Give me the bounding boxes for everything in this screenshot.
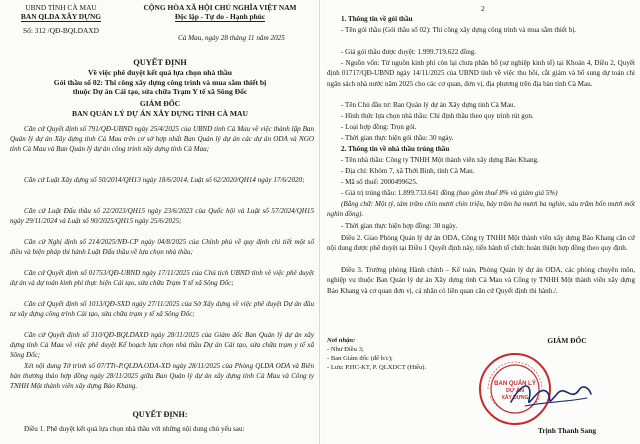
issuer-name: BAN QLDA XÂY DỰNG — [20, 12, 102, 21]
winning-price-note: (bao gồm thuế 8% và giảm giá 5%) — [454, 189, 558, 197]
package-item: - Hình thức lựa chọn nhà thầu: Chỉ định thầu theo quy trình rút gọn. — [341, 112, 534, 120]
svg-text:DỰ ÁN: DỰ ÁN — [505, 388, 525, 394]
contract-duration: - Thời gian thực hiện hợp đồng: 30 ngày. — [341, 222, 458, 230]
issuer-parent: UBND TỈNH CÀ MAU — [25, 3, 97, 12]
basis-paragraph: Căn cứ Quyết định số 1013/QĐ-SXD ngày 27/11/2025 của Sở Xây dựng về việc phê duyệt Dự án đầu tư xây dựng công trình Cải tạo, sửa chữa trạm y tế xã Sông Đốc; — [10, 300, 314, 319]
winning-price-label: - Giá trị trúng thầu: 1.899.733.641 đồng — [341, 189, 455, 197]
document-date: Cà Mau, ngày 28 tháng 11 năm 2025 — [178, 34, 285, 42]
issuer-block — [6, 3, 116, 35]
basis-paragraph: Căn cứ Quyết định số 01753/QĐ-UBND ngày 17/11/2025 của Chủ tịch UBND tỉnh về việc phê duyệt dự án và dự toán kinh phí thực hiện Cải tạo, sửa chữa Trạm Y tế xã Sông Đốc; — [10, 269, 314, 288]
signer-name: Trịnh Thanh Sang — [537, 426, 597, 435]
basis-paragraph: Căn cứ Quyết định số 791/QĐ-UBND ngày 25/4/2025 của UBND tỉnh Cà Mau về việc thành lập Ban Quản lý dự án Xây dựng tỉnh Cà Mau trên cơ sở hợp nhất Ban Quản lý dự án các dự án ODA và NGO tỉnh Cà Mau và Ban Quản lý dự án công trình xây dựng tỉnh Cà Mau; — [10, 125, 314, 154]
package-item: - Nguồn vốn: Từ nguồn kinh phí còn lại chưa phân bổ (sự nghiệp kinh tế) tại Khoản 4, Điều 2, Quyết định 01717/QĐ-UBND ngày 14/11/2025 của UBND tỉnh về việc thu hồi, cắt giảm và bổ sung dự toán chi ngân sách nhà nước năm 2025 cho các cơ quan, đơn vị, địa phương trên địa bàn tỉnh Cà Mau. — [327, 59, 635, 88]
country-name: CỘNG HÒA XÃ HỘI CHỦ NGHĨA VIỆT NAM — [143, 3, 297, 12]
document-subject-line-1: Về việc phê duyệt kết quả lựa chọn nhà thầu — [87, 68, 232, 77]
contractor-item: - Tên nhà thầu: Công ty TNHH Một thành viên xây dựng Bảo Khang. — [341, 156, 539, 164]
package-item: - Tên gói thầu (Gói thầu số 02): Thi công xây dựng công trình và mua sắm thiết bị. — [341, 26, 577, 34]
document-title: QUYẾT ĐỊNH — [133, 58, 187, 67]
issuer-title: GIÁM ĐỐC — [139, 99, 181, 108]
national-header — [122, 3, 318, 22]
basis-paragraph: Căn cứ Quyết định số 310/QĐ-BQLDAXD ngày 28/11/2025 của Giám đốc Ban Quản lý dự án xây dựng tỉnh Cà Mau về việc phê duyệt Kế hoạch lựa chọn nhà thầu Dự án Cải tạo, sửa chữa trạm y tế xã Sông Đốc; — [10, 331, 314, 360]
section-heading-package: 1. Thông tin về gói thầu — [341, 15, 413, 23]
basis-paragraph: Căn cứ Luật Đấu thầu số 22/2023/QH15 ngày 23/6/2023 của Quốc hội và Luật số 57/2024/QH15 ngày 29/11/2024 và Luật số 90/2025/QH15 ngày 25/6/2025; — [10, 207, 314, 226]
issuer-org: BAN QUẢN LÝ DỰ ÁN XÂY DỰNG TỈNH CÀ MAU — [72, 108, 248, 118]
article-2: Điều 2. Giao Phòng Quản lý dự án ODA, Công ty TNHH Một thành viên xây dựng Bảo Khang căn cứ nội dung được phê duyệt tại Điều 1 Quyết định này, tiến hành tổ chức hoàn thiện hợp đồng theo quy định. — [327, 234, 635, 253]
basis-paragraph: Căn cứ Nghị định số 214/2025/NĐ-CP ngày 04/8/2025 của Chính phủ về quy định chi tiết một số điều và biện pháp thi hành Luật Đấu thầu về lựa chọn nhà thầu; — [10, 238, 314, 257]
svg-text:XÂY DỰNG: XÂY DỰNG — [501, 395, 529, 401]
national-motto: Độc lập - Tự do - Hạnh phúc — [174, 12, 266, 21]
package-item: - Giá gói thầu được duyệt: 1.999.719.622 đồng. — [341, 48, 477, 56]
svg-text:BAN QUẢN LÝ: BAN QUẢN LÝ — [494, 381, 536, 387]
review-paragraph: Xét nội dung Tờ trình số 07/TTr-P.QLDA.ODA-XD ngày 28/11/2025 của Phòng QLDA ODA và Biên bản thương thảo hợp đồng ngày 28/11/2025 giữa Ban Quản lý dự án xây dựng tỉnh Cà Mau và Công ty TNHH Một thành viên xây dựng Bảo Khang. — [10, 362, 314, 391]
recipients-title: Nơi nhận: — [327, 337, 356, 344]
handwritten-signature — [505, 372, 595, 417]
contractor-item: - Địa chỉ: Khóm 7, xã Thới Bình, tỉnh Cà Mau. — [341, 167, 475, 175]
page-number: 2 — [481, 4, 485, 13]
package-item: - Tên Chủ đầu tư: Ban Quản lý dự án Xây dựng tỉnh Cà Mau. — [341, 101, 516, 109]
document-number: Số: 312 /QĐ-BQLDAXD — [23, 26, 99, 35]
recipient-item: - Ban Giám đốc (để b/c); — [327, 355, 393, 362]
article-3: Điều 3. Trưởng phòng Hành chính – Kế toán, Phòng Quản lý dự án ODA, các phòng chuyên môn, nghiệp vụ thuộc Ban Quản lý dự án Xây dựng tỉnh Cà Mau và Công ty TNHH Một thành viên xây dựng Bảo Khang và cơ quan đơn vị, cá nhân có liên quan căn cứ Quyết định thi hành./. — [327, 266, 635, 295]
section-heading-contractor: 2. Thông tin về nhà thầu trúng thầu — [341, 145, 450, 153]
contractor-item: - Mã số thuế: 2000499625. — [341, 178, 418, 186]
package-item: - Thời gian thực hiện gói thầu: 30 ngày. — [341, 134, 454, 142]
recipient-item: - Như Điều 3; — [327, 346, 364, 353]
decision-heading: QUYẾT ĐỊNH: — [132, 410, 188, 419]
winning-price — [327, 188, 635, 198]
document-subject-line-3: thuộc Dự án Cải tạo, sửa chữa Trạm Y tế xã Sông Đốc — [72, 87, 248, 96]
article-1: Điều 1. Phê duyệt kết quả lựa chọn nhà thầu với những nội dung chủ yếu sau: — [24, 425, 245, 433]
recipient-item: - Lưu: P.HC-KT, P. QLXDCT (Hiếu). — [327, 364, 427, 371]
document-subject-line-2: Gói thầu số 02: Thi công xây dựng công trình và mua sắm thiết bị — [53, 77, 267, 87]
signer-title: GIÁM ĐỐC — [547, 336, 587, 345]
basis-paragraph: Căn cứ Luật Xây dựng số 50/2014/QH13 ngày 18/6/2014, Luật số 62/2020/QH14 ngày 17/6/2020; — [24, 176, 305, 184]
package-item: - Loại hợp đồng: Trọn gói. — [341, 123, 417, 131]
price-in-words: (Bằng chữ: Một tỷ, tám trăm chín mươi chín triệu, bảy trăm ba mươi ba nghìn, sáu trăm bốn mươi mốt nghìn đồng). — [327, 200, 635, 219]
